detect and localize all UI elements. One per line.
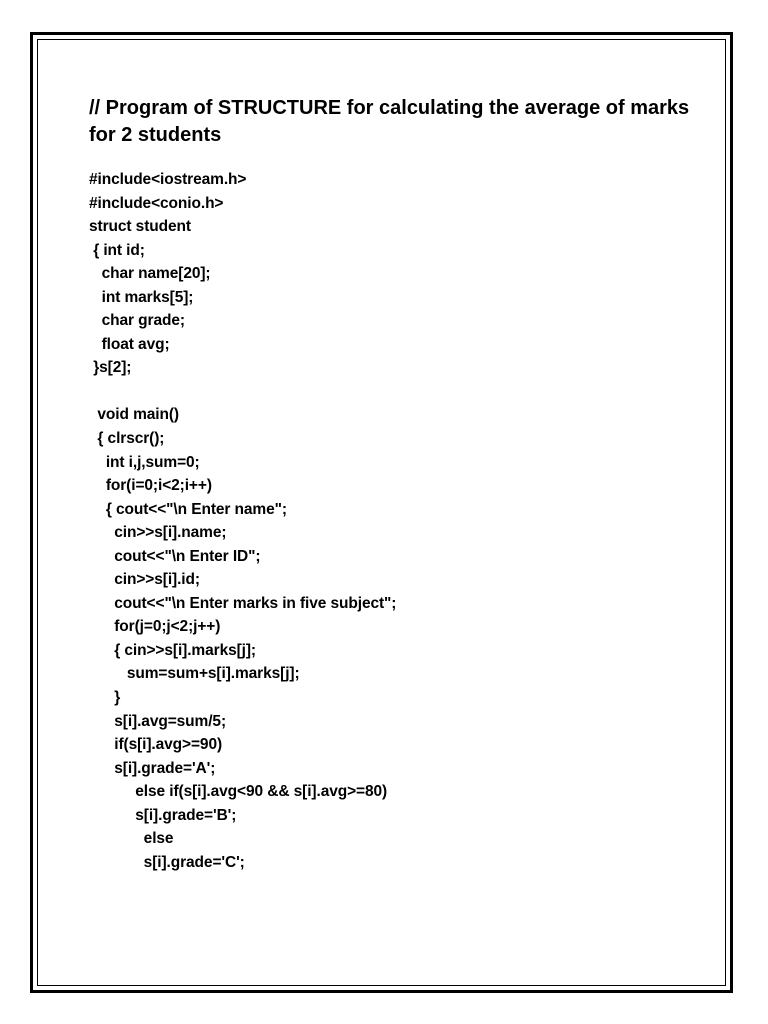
code-line: }s[2]; [89, 359, 132, 377]
code-line: s[i].grade='B'; [89, 806, 237, 824]
document-title: // Program of STRUCTURE for calculating the average of marks for 2 students [89, 97, 690, 146]
code-line: } [89, 689, 121, 707]
code-line: char name[20]; [89, 265, 211, 283]
code-line: int marks[5]; [89, 288, 194, 306]
code-line: int i,j,sum=0; [89, 453, 200, 471]
code-line: float avg; [89, 335, 170, 353]
code-line: cout<<"\n Enter ID"; [89, 547, 261, 565]
code-line [89, 380, 709, 404]
code-line: cin>>s[i].name; [89, 524, 227, 542]
code-line: char grade; [89, 312, 185, 330]
code-line: #include<iostream.h> [89, 171, 247, 188]
code-line: cout<<"\n Enter marks in five subject"; [89, 594, 397, 612]
code-line: #include<conio.h> [89, 194, 224, 212]
code-line: if(s[i].avg>=90) [89, 736, 223, 754]
code-line: else if(s[i].avg<90 && s[i].avg>=80) [89, 783, 388, 801]
code-line: s[i].grade='A'; [89, 759, 216, 777]
code-line: { int id; [89, 241, 145, 259]
code-line: sum=sum+s[i].marks[j]; [89, 665, 300, 683]
code-line: for(j=0;j<2;j++) [89, 618, 221, 636]
code-line: s[i].grade='C'; [89, 853, 245, 871]
code-line: s[i].avg=sum/5; [89, 712, 227, 730]
code-line: struct student [89, 218, 191, 236]
code-block [89, 168, 709, 874]
code-line: void main() [89, 406, 179, 424]
code-line: { cout<<"\n Enter name"; [89, 500, 287, 518]
code-line: else [89, 830, 174, 848]
code-line: { cin>>s[i].marks[j]; [89, 641, 256, 659]
code-line: { clrscr(); [89, 430, 165, 448]
code-line: for(i=0;i<2;i++) [89, 477, 212, 495]
code-line: cin>>s[i].id; [89, 571, 200, 589]
